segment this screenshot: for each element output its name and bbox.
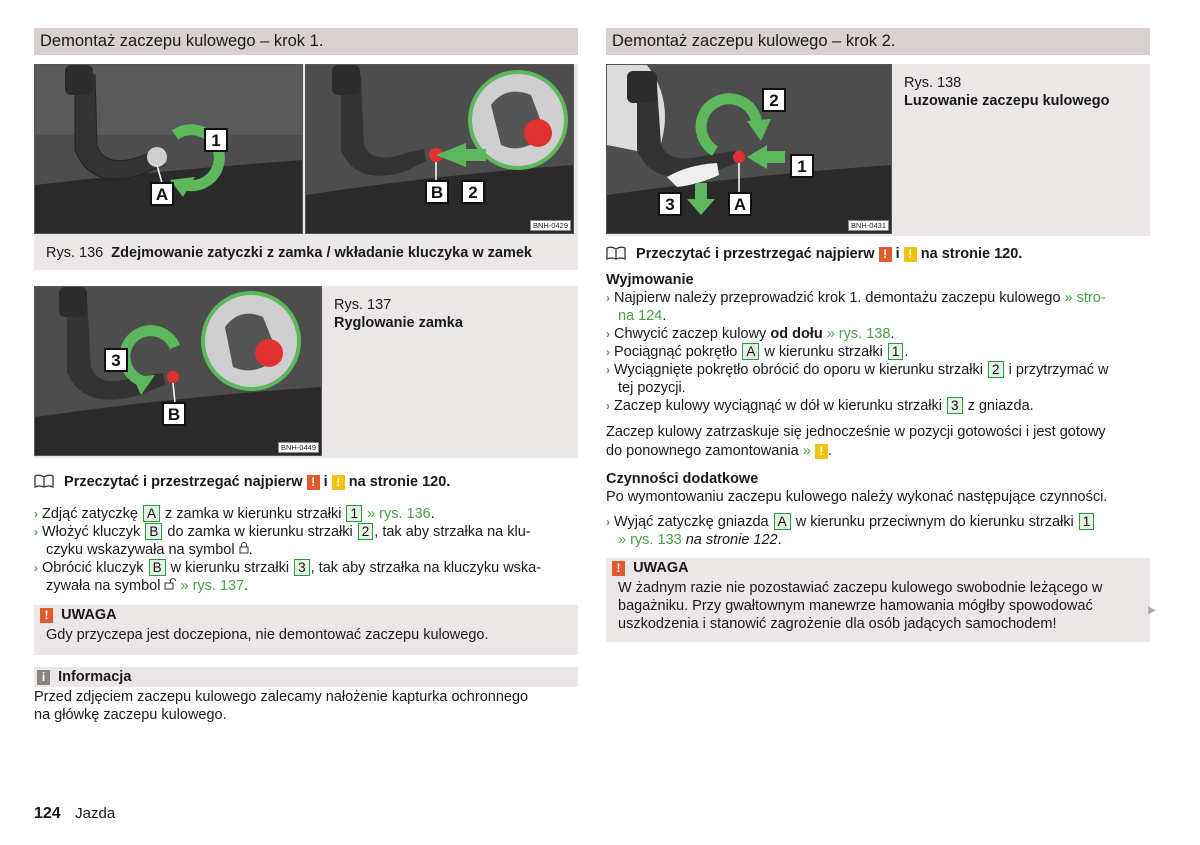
fig138-number: Rys. 138 xyxy=(904,75,962,91)
figure-138 xyxy=(606,64,1150,236)
info-title: Informacja xyxy=(58,669,132,685)
link-page124[interactable]: » stro- xyxy=(1064,290,1106,306)
warning-text-line2: bagażniku. Przy gwałtownym manewrze hamowania mógłby spowodować xyxy=(618,598,1093,614)
figure-137 xyxy=(34,286,578,458)
step1-list xyxy=(34,505,578,595)
fig137-illustration xyxy=(34,286,322,456)
fig136-label-2: 2 xyxy=(468,183,478,202)
lock-paragraph: Zaczep kulowy zatrzaskuje się jednocześnie w pozycji gotowości i jest gotowy do ponownego zamontowania » ! . xyxy=(606,423,1150,461)
link-fig136[interactable]: » rys. 136 xyxy=(367,506,431,522)
list-item: › Wyjąć zatyczkę gniazda A w kierunku przeciwnym do kierunku strzałki 1 » rys. 133 na stronie 122. xyxy=(606,513,1150,549)
page-number: 124 xyxy=(34,805,61,822)
fig138-label-2: 2 xyxy=(769,91,779,110)
fig138-label-1: 1 xyxy=(797,157,807,176)
right-column xyxy=(606,28,1156,642)
note-icon: ! xyxy=(815,444,828,459)
extra-heading: Czynności dodatkowe xyxy=(606,471,759,487)
book-icon xyxy=(606,246,626,260)
label-2: 2 xyxy=(988,361,1004,378)
read-first-text: Przeczytać i przestrzegać najpierw xyxy=(636,246,875,262)
fig137-label-B: B xyxy=(167,405,181,424)
label-2: 2 xyxy=(358,523,374,540)
removal-list xyxy=(606,289,1150,415)
link-fig138[interactable]: » rys. 138 xyxy=(826,326,891,342)
label-1: 1 xyxy=(1079,513,1095,530)
fig137-title: Ryglowanie zamka xyxy=(334,315,463,331)
page-footer xyxy=(34,805,115,823)
label-3: 3 xyxy=(947,397,963,414)
section-title-step1: Demontaż zaczepu kulowego – krok 1. xyxy=(34,28,578,55)
warning-icon: ! xyxy=(612,561,625,576)
fig138-label-3: 3 xyxy=(665,195,675,214)
lock-icon xyxy=(239,541,249,554)
book-icon xyxy=(34,474,54,488)
fig138-label-A: A xyxy=(733,195,747,214)
label-1: 1 xyxy=(888,343,904,360)
fig138-code: BNH-0431 xyxy=(848,220,889,231)
read-first-line xyxy=(606,245,1150,263)
unlock-icon xyxy=(164,577,176,590)
info-text-line1: Przed zdjęciem zaczepu kulowego zalecamy nałożenie kapturka ochronnego xyxy=(34,689,529,705)
warning-icon: ! xyxy=(40,608,53,623)
link-fig133[interactable]: » rys. 133 xyxy=(618,532,682,548)
label-1: 1 xyxy=(346,505,362,522)
fig136-caption xyxy=(34,234,578,261)
info-icon: i xyxy=(37,670,50,685)
label-A: A xyxy=(742,343,759,360)
continue-arrow-icon: ▶ xyxy=(1148,605,1156,616)
warning-text-line1: W żadnym razie nie pozostawiać zaczepu kulowego swobodnie leżącego w xyxy=(618,580,1103,596)
fig137-caption xyxy=(322,286,463,458)
section-name: Jazda xyxy=(75,805,116,822)
list-item: › Chwycić zaczep kulowy od dołu » rys. 138. xyxy=(606,326,895,342)
read-first-and: i xyxy=(323,474,328,490)
list-item: › Najpierw należy przeprowadzić krok 1. demontażu zaczepu kulowego » stro- na 124. xyxy=(606,290,1106,324)
section-title-step2: Demontaż zaczepu kulowego – krok 2. xyxy=(606,28,1150,55)
link-page124-cont[interactable]: na 124 xyxy=(618,308,663,324)
list-item: › Pociągnąć pokrętło A w kierunku strzałki 1 . xyxy=(606,344,909,360)
warning-icon: ! xyxy=(307,475,320,490)
fig136-right-illustration xyxy=(305,64,574,234)
label-A: A xyxy=(143,505,160,522)
label-B: B xyxy=(145,523,162,540)
figure-136 xyxy=(34,64,578,270)
lock-text-line2: do ponownego zamontowania xyxy=(606,443,799,459)
removal-heading: Wyjmowanie xyxy=(606,272,694,288)
fig138-illustration xyxy=(606,64,892,234)
fig136-code: BNH-0429 xyxy=(530,220,571,231)
fig136-label-1: 1 xyxy=(211,131,221,150)
note-icon: ! xyxy=(904,247,917,262)
info-text-line2: na główkę zaczepu kulowego. xyxy=(34,707,227,723)
read-first-and: i xyxy=(895,246,900,262)
list-item: › Obrócić kluczyk B w kierunku strzałki 3 , tak aby strzałka na kluczyku wska- zywała na symbol » rys. 137. xyxy=(34,560,542,594)
warning-box xyxy=(606,558,1156,642)
warning-box xyxy=(34,605,578,655)
fig138-caption xyxy=(892,64,1109,236)
warning-title: UWAGA xyxy=(633,560,689,576)
label-3: 3 xyxy=(294,559,310,576)
read-first-page: na stronie 120. xyxy=(348,474,451,490)
label-A: A xyxy=(774,513,791,530)
lock-text-line1: Zaczep kulowy zatrzaskuje się jednocześnie w pozycji gotowości i jest gotowy xyxy=(606,424,1106,440)
warning-title: UWAGA xyxy=(61,607,117,623)
fig138-title: Luzowanie zaczepu kulowego xyxy=(904,93,1110,109)
fig136-title: Zdejmowanie zatyczki z zamka / wkładanie kluczyka w zamek xyxy=(111,245,532,261)
fig137-number: Rys. 137 xyxy=(334,297,392,313)
warning-text: Gdy przyczepa jest doczepiona, nie demontować zaczepu kulowego. xyxy=(46,627,489,643)
warning-text-line3: uszkodzenia i stanowić zagrożenie dla osób jadących samochodem! xyxy=(618,616,1057,632)
fig136-label-B: B xyxy=(430,183,444,202)
list-item: › Zaczep kulowy wyciągnąć w dół w kierunku strzałki 3 z gniazda. xyxy=(606,398,1034,414)
list-item: › Wyciągnięte pokrętło obrócić do oporu w kierunku strzałki 2 i przytrzymać w tej pozycji. xyxy=(606,362,1109,396)
label-B: B xyxy=(149,559,166,576)
link-fig137[interactable]: » rys. 137 xyxy=(180,578,245,594)
fig136-label-A: A xyxy=(155,185,169,204)
fig136-number: Rys. 136 xyxy=(46,245,104,261)
read-first-text: Przeczytać i przestrzegać najpierw xyxy=(64,474,303,490)
list-item: › Włożyć kluczyk B do zamka w kierunku strzałki 2 , tak aby strzałka na klu- czyku wskazywała na symbol . xyxy=(34,524,531,558)
fig137-code: BNH-0449 xyxy=(278,442,319,453)
read-first-line xyxy=(34,473,578,491)
fig136-left-illustration xyxy=(34,64,303,234)
left-column xyxy=(34,28,578,724)
note-icon: ! xyxy=(332,475,345,490)
info-box xyxy=(34,667,578,724)
fig137-label-3: 3 xyxy=(111,351,121,370)
read-first-page: na stronie 120. xyxy=(920,246,1023,262)
list-item: › Zdjąć zatyczkę A z zamka w kierunku strzałki 1 » rys. 136. xyxy=(34,506,435,522)
warning-icon: ! xyxy=(879,247,892,262)
link-note[interactable]: » xyxy=(802,443,811,459)
extra-text: Po wymontowaniu zaczepu kulowego należy wykonać następujące czynności. xyxy=(606,489,1108,505)
